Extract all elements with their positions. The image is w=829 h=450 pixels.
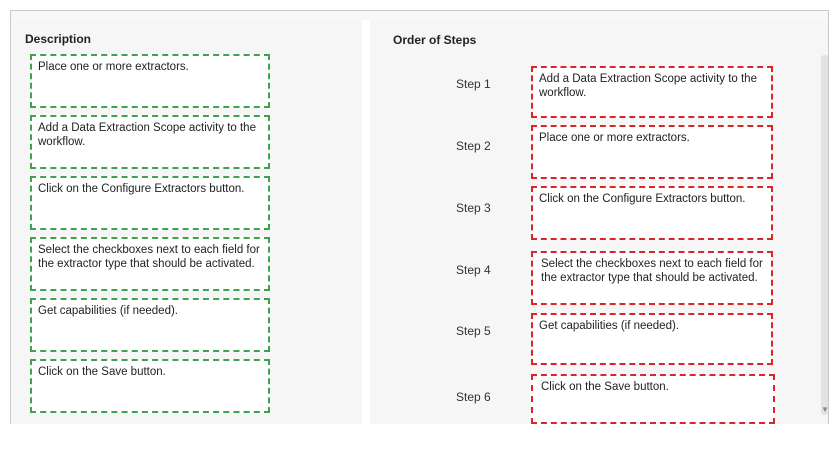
scroll-down-arrow-icon[interactable]: ▼ [821, 405, 829, 414]
description-item[interactable]: Add a Data Extraction Scope activity to the workflow. [30, 115, 270, 169]
step-drop-target[interactable]: Select the checkboxes next to each field for the extractor type that should be activated. [531, 251, 773, 305]
description-item[interactable]: Select the checkboxes next to each field for the extractor type that should be activated. [30, 237, 270, 291]
description-item[interactable]: Click on the Save button. [30, 359, 270, 413]
step-label: Step 3 [456, 201, 491, 215]
step-drop-target[interactable]: Click on the Save button. [531, 374, 775, 424]
step-label: Step 4 [456, 263, 491, 277]
step-label: Step 1 [456, 77, 491, 91]
step-label: Step 2 [456, 139, 491, 153]
step-label: Step 6 [456, 390, 491, 404]
description-item[interactable]: Get capabilities (if needed). [30, 298, 270, 352]
description-heading: Description [25, 32, 92, 46]
description-item[interactable]: Click on the Configure Extractors button. [30, 176, 270, 230]
step-label: Step 5 [456, 324, 491, 338]
step-drop-target[interactable]: Add a Data Extraction Scope activity to the workflow. [531, 66, 773, 118]
panel-divider [362, 20, 370, 424]
step-drop-target[interactable]: Click on the Configure Extractors button. [531, 186, 773, 240]
step-drop-target[interactable]: Place one or more extractors. [531, 125, 773, 179]
description-item[interactable]: Place one or more extractors. [30, 54, 270, 108]
order-heading: Order of Steps [393, 33, 477, 47]
step-drop-target[interactable]: Get capabilities (if needed). [531, 313, 773, 365]
vertical-scrollbar[interactable] [821, 55, 828, 415]
